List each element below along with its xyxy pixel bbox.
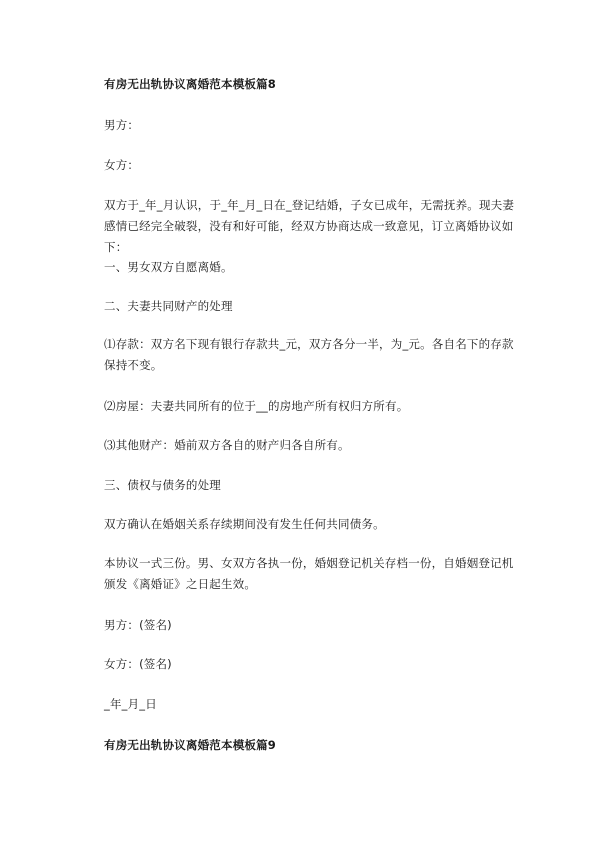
property-item-other: ⑶其他财产：婚前双方各自的财产归各自所有。 [104, 438, 350, 452]
intro-paragraph: 双方于_年_月认识，于_年_月_日在_登记结婚，子女已成年，无需抚养。现夫妻感情已经完全破裂，没有和好可能，经双方协商达成一致意见，订立离婚协议如下： [104, 198, 515, 254]
document-heading: 有房无出轨协议离婚范本模板篇8 [104, 77, 276, 91]
copies-paragraph: 本协议一式三份。男、女双方各执一份，婚姻登记机关存档一份，自婚姻登记机颁发《离婚证》之日起生效。 [104, 556, 514, 591]
female-party-line: 女方： [104, 158, 140, 172]
male-signature-line: 男方：(签名) [104, 618, 172, 632]
clause-two: 二、夫妻共同财产的处理 [104, 299, 233, 313]
clause-three: 三、债权与债务的处理 [104, 478, 221, 492]
next-section-heading: 有房无出轨协议离婚范本模板篇9 [104, 738, 276, 752]
female-signature-line: 女方：(签名) [104, 657, 172, 671]
property-item-deposit: ⑴存款：双方名下现有银行存款共_元，双方各分一半，为_元。各自名下的存款保持不变。 [104, 337, 514, 372]
date-line: _年_月_日 [104, 697, 157, 711]
male-party-line: 男方： [104, 118, 140, 132]
property-item-house: ⑵房屋：夫妻共同所有的位于__的房地产所有权归方所有。 [104, 399, 409, 413]
clause-one: 一、男女双方自愿离婚。 [104, 260, 233, 274]
debt-paragraph: 双方确认在婚姻关系存续期间没有发生任何共同债务。 [104, 517, 385, 531]
